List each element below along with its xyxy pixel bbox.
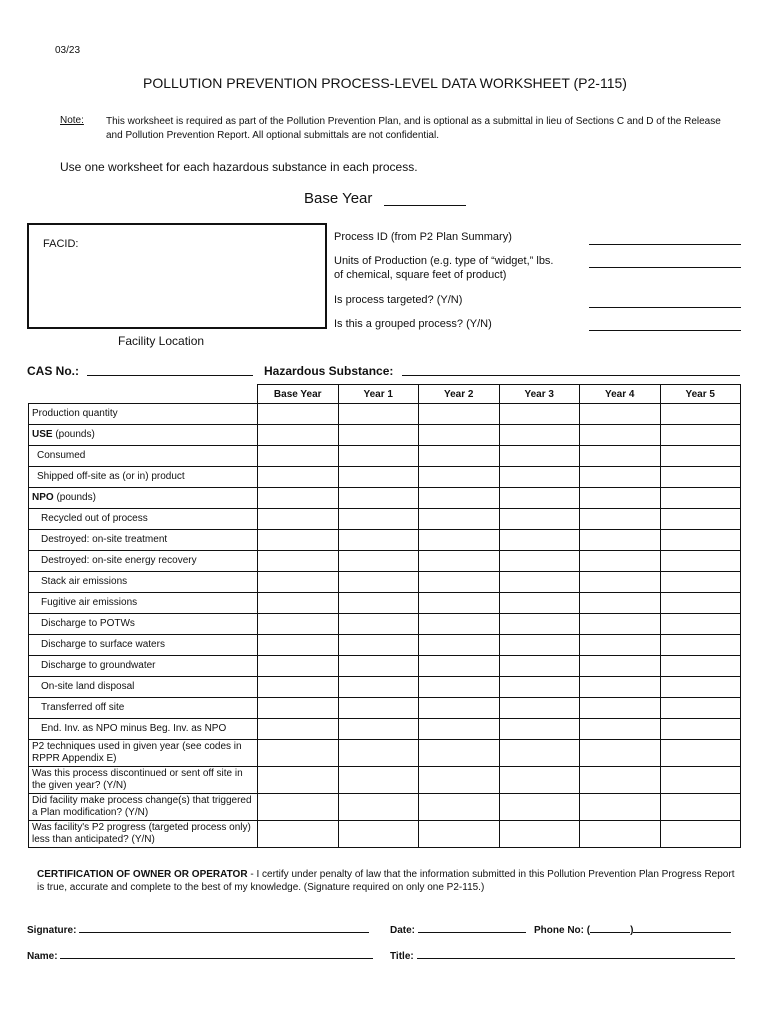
data-cell[interactable] [499,593,580,614]
process-targeted-label: Is process targeted? (Y/N) [334,294,463,306]
row-label-text: Destroyed: on-site treatment [41,534,168,545]
row-label-text: Transferred off site [41,702,125,713]
signature-label: Signature: [27,925,77,936]
data-cell[interactable] [580,509,661,530]
phone-row [534,922,731,936]
certification-body: - I certify under penalty of law that the information submitted in this Pollution Prevention Plan Progress Report is true, accurate and complete to the best of my knowledge. (Signature required on only one P2-115.) [37,869,735,893]
note-label: Note: [60,115,84,126]
table-row [29,488,741,509]
instruction-text: Use one worksheet for each hazardous substance in each process. [60,160,418,174]
data-cell[interactable] [580,677,661,698]
title-row [390,948,735,962]
process-targeted-field[interactable] [589,307,741,308]
table-row [29,698,741,719]
data-cell[interactable] [580,719,661,740]
row-label [29,740,258,767]
data-cell[interactable] [660,404,741,425]
grouped-process-field[interactable] [589,330,741,331]
data-cell[interactable] [338,635,419,656]
form-date: 03/23 [55,45,81,56]
data-cell[interactable] [499,404,580,425]
data-cell[interactable] [499,551,580,572]
table-row [29,467,741,488]
data-cell[interactable] [419,425,500,446]
data-cell[interactable] [338,467,419,488]
data-cell[interactable] [660,593,741,614]
data-cell[interactable] [419,635,500,656]
data-cell[interactable] [660,509,741,530]
data-cell[interactable] [419,614,500,635]
data-cell[interactable] [580,593,661,614]
data-cell[interactable] [660,530,741,551]
row-label [29,446,258,467]
col-header-base-year: Base Year [258,385,339,404]
date-field[interactable] [418,922,526,933]
phone-area-code-field[interactable] [590,922,630,933]
date-label: Date: [390,925,416,936]
data-cell[interactable] [660,656,741,677]
data-cell[interactable] [660,767,741,794]
data-cell[interactable] [338,821,419,848]
data-cell[interactable] [499,467,580,488]
row-label [29,488,258,509]
table-row [29,572,741,593]
signature-field[interactable] [79,922,369,933]
row-label [29,551,258,572]
data-cell[interactable] [499,509,580,530]
data-cell[interactable] [660,740,741,767]
data-cell[interactable] [258,467,339,488]
date-row [390,922,526,936]
data-cell[interactable] [419,572,500,593]
data-cell[interactable] [580,740,661,767]
data-cell[interactable] [338,677,419,698]
data-cell[interactable] [419,719,500,740]
table-row [29,614,741,635]
table-row [29,794,741,821]
data-cell[interactable] [580,425,661,446]
data-cell[interactable] [258,509,339,530]
base-year-field[interactable] [384,205,466,206]
row-label [29,467,258,488]
data-cell[interactable] [338,404,419,425]
data-cell[interactable] [660,425,741,446]
data-cell[interactable] [258,635,339,656]
data-cell[interactable] [419,509,500,530]
data-cell[interactable] [258,740,339,767]
data-cell[interactable] [338,551,419,572]
data-cell[interactable] [338,488,419,509]
data-cell[interactable] [580,446,661,467]
data-cell[interactable] [419,656,500,677]
data-cell[interactable] [499,794,580,821]
row-label-text: Consumed [37,450,86,461]
table-row [29,593,741,614]
data-cell[interactable] [258,530,339,551]
table-row [29,740,741,767]
title-field[interactable] [417,948,735,959]
phone-close-paren: ) [630,925,634,936]
row-label [29,677,258,698]
data-cell[interactable] [580,821,661,848]
data-cell[interactable] [580,488,661,509]
row-label-text: Shipped off-site as (or in) product [37,471,185,482]
data-cell[interactable] [338,740,419,767]
facility-location-label: Facility Location [118,334,205,348]
data-cell[interactable] [419,740,500,767]
data-cell[interactable] [660,794,741,821]
data-cell[interactable] [419,467,500,488]
grouped-process-label: Is this a grouped process? (Y/N) [334,318,492,330]
row-label-text: Production quantity [32,408,118,419]
data-cell[interactable] [580,767,661,794]
data-cell[interactable] [499,821,580,848]
data-cell[interactable] [499,677,580,698]
data-cell[interactable] [338,767,419,794]
hazardous-substance-label: Hazardous Substance: [264,364,394,378]
row-label [29,719,258,740]
table-header-row [29,385,741,404]
units-of-production-field[interactable] [589,267,741,268]
data-cell[interactable] [580,614,661,635]
data-cell[interactable] [419,794,500,821]
table-row [29,635,741,656]
row-label-text: Did facility make process change(s) that triggered a Plan modification? (Y/N) [32,795,252,818]
data-cell[interactable] [499,488,580,509]
col-header-year-3: Year 3 [499,385,580,404]
row-label [29,530,258,551]
certification-heading: CERTIFICATION OF OWNER OR OPERATOR [37,869,248,880]
data-cell[interactable] [338,446,419,467]
data-cell[interactable] [580,530,661,551]
data-cell[interactable] [660,614,741,635]
row-label [29,635,258,656]
data-cell[interactable] [258,767,339,794]
data-cell[interactable] [499,446,580,467]
row-label-bold: NPO [32,492,54,503]
data-cell[interactable] [258,572,339,593]
table-row [29,509,741,530]
row-label-text: Destroyed: on-site energy recovery [41,555,197,566]
row-label-text: Was this process discontinued or sent off site in the given year? (Y/N) [32,768,243,791]
row-label [29,614,258,635]
data-cell[interactable] [258,698,339,719]
data-cell[interactable] [258,719,339,740]
row-label-text: Discharge to surface waters [41,639,165,650]
row-label-text: Was facility's P2 progress (targeted process only) less than anticipated? (Y/N) [32,822,251,845]
units-of-production-label: Units of Production (e.g. type of “widget,” lbs. of chemical, square feet of product) [334,255,554,281]
data-cell[interactable] [580,656,661,677]
data-cell[interactable] [660,572,741,593]
name-row [27,948,373,962]
data-cell[interactable] [660,635,741,656]
data-cell[interactable] [258,488,339,509]
data-cell[interactable] [419,551,500,572]
data-cell[interactable] [660,698,741,719]
row-label-text: P2 techniques used in given year (see codes in RPPR Appendix E) [32,741,242,764]
row-label-text: On-site land disposal [41,681,135,692]
phone-number-field[interactable] [633,922,731,933]
table-row [29,551,741,572]
row-label [29,404,258,425]
data-cell[interactable] [419,821,500,848]
data-cell[interactable] [338,794,419,821]
col-header-year-2: Year 2 [419,385,500,404]
data-cell[interactable] [258,404,339,425]
row-label-text: Discharge to POTWs [41,618,135,629]
data-cell[interactable] [499,425,580,446]
cas-no-label: CAS No.: [27,364,79,378]
data-cell[interactable] [660,446,741,467]
data-cell[interactable] [499,656,580,677]
data-cell[interactable] [338,593,419,614]
data-cell[interactable] [338,656,419,677]
row-label-text: Recycled out of process [41,513,148,524]
data-cell[interactable] [660,551,741,572]
data-cell[interactable] [419,698,500,719]
data-cell[interactable] [338,719,419,740]
data-cell[interactable] [499,530,580,551]
corner-cell [29,385,258,404]
row-label [29,794,258,821]
data-cell[interactable] [258,614,339,635]
base-year-label: Base Year [304,190,373,207]
name-label: Name: [27,951,58,962]
process-id-field[interactable] [589,244,741,245]
data-cell[interactable] [580,404,661,425]
data-cell[interactable] [338,509,419,530]
col-header-year-5: Year 5 [660,385,741,404]
data-cell[interactable] [258,821,339,848]
data-cell[interactable] [419,404,500,425]
row-label-bold: USE [32,429,53,440]
data-cell[interactable] [419,593,500,614]
row-label-text: (pounds) [53,492,96,503]
data-cell[interactable] [419,446,500,467]
data-cell[interactable] [660,467,741,488]
data-cell[interactable] [258,593,339,614]
signature-row [27,922,369,936]
data-cell[interactable] [660,488,741,509]
data-cell[interactable] [419,530,500,551]
data-cell[interactable] [258,677,339,698]
table-row [29,425,741,446]
row-label [29,509,258,530]
table-row [29,446,741,467]
row-label [29,821,258,848]
row-label-text: Discharge to groundwater [41,660,156,671]
row-label [29,593,258,614]
data-cell[interactable] [419,767,500,794]
row-label-text: End. Inv. as NPO minus Beg. Inv. as NPO [41,723,227,734]
data-cell[interactable] [258,425,339,446]
data-cell[interactable] [499,767,580,794]
process-id-label: Process ID (from P2 Plan Summary) [334,231,512,243]
data-cell[interactable] [499,719,580,740]
data-cell[interactable] [338,425,419,446]
data-cell[interactable] [580,572,661,593]
data-table [28,384,741,848]
phone-label: Phone No: ( [534,925,591,936]
hazardous-substance-field[interactable] [402,375,740,376]
data-cell[interactable] [499,740,580,767]
cas-no-field[interactable] [87,375,253,376]
table-row [29,821,741,848]
data-cell[interactable] [258,551,339,572]
row-label-text: Stack air emissions [41,576,128,587]
certification-text [37,868,737,894]
data-cell[interactable] [499,572,580,593]
row-label [29,572,258,593]
row-label [29,767,258,794]
data-cell[interactable] [580,794,661,821]
page-title: POLLUTION PREVENTION PROCESS-LEVEL DATA WORKSHEET (P2-115) [143,75,627,91]
data-cell[interactable] [338,614,419,635]
data-cell[interactable] [580,467,661,488]
table-row [29,677,741,698]
table-row [29,719,741,740]
row-label-text: Fugitive air emissions [41,597,138,608]
facid-label: FACID: [43,238,79,250]
table-row [29,767,741,794]
data-cell[interactable] [258,446,339,467]
row-label-text: (pounds) [52,429,95,440]
data-cell[interactable] [338,698,419,719]
col-header-year-1: Year 1 [338,385,419,404]
data-cell[interactable] [499,635,580,656]
title-label: Title: [390,951,414,962]
data-cell[interactable] [580,698,661,719]
data-cell[interactable] [419,677,500,698]
table-row [29,404,741,425]
name-field[interactable] [60,948,373,959]
data-cell[interactable] [258,794,339,821]
note-text: This worksheet is required as part of the Pollution Prevention Plan, and is optional as a submittal in lieu of Sections C and D of the Release and Pollution Prevention Report. All optional submittals are not confidential. [106,116,721,141]
data-cell[interactable] [499,614,580,635]
table-row [29,656,741,677]
data-cell[interactable] [258,656,339,677]
data-cell[interactable] [338,530,419,551]
data-cell[interactable] [660,821,741,848]
col-header-year-4: Year 4 [580,385,661,404]
data-cell[interactable] [338,572,419,593]
data-cell[interactable] [499,698,580,719]
data-cell[interactable] [580,635,661,656]
data-cell[interactable] [660,719,741,740]
data-cell[interactable] [580,551,661,572]
row-label [29,656,258,677]
row-label [29,425,258,446]
table-row [29,530,741,551]
data-cell[interactable] [419,488,500,509]
data-cell[interactable] [660,677,741,698]
row-label [29,698,258,719]
